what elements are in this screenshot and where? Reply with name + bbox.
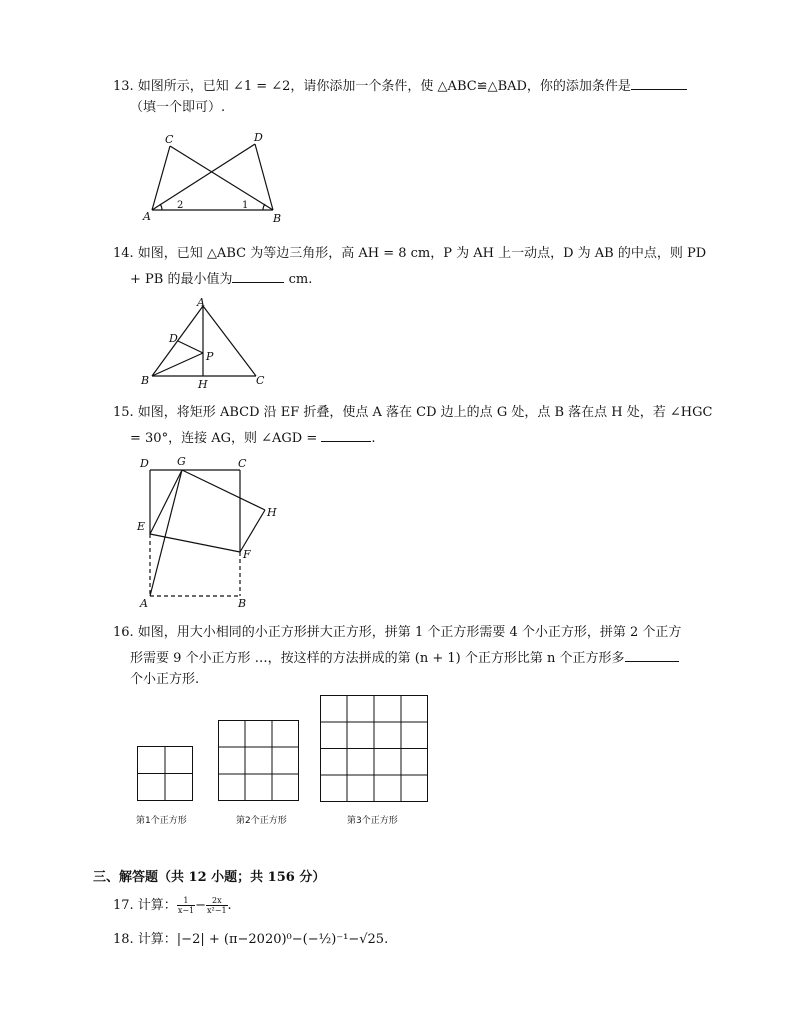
q13-answer-blank[interactable] <box>631 77 687 90</box>
q13-line1 <box>113 77 687 95</box>
q17-prefix: 17. 计算： <box>113 898 177 913</box>
q14-text: + PB 的最小值为 <box>130 272 233 287</box>
q16-text: 形需要 9 个小正方形 …，按这样的方法拼成的第 (n + 1) 个正方形比第 n 个正方形多 <box>130 651 625 666</box>
q14-label-d: D <box>169 332 178 345</box>
q14-label-p: P <box>206 350 214 363</box>
q16-caption-1: 第1个正方形 <box>136 816 187 826</box>
q16-answer-blank[interactable] <box>625 649 679 662</box>
q15-label-b: B <box>238 597 247 610</box>
q15-label-e: E <box>137 520 146 533</box>
q15-label-h: H <box>267 506 277 519</box>
q13-label-angle1: 1 <box>242 200 249 211</box>
q15-segment-hf <box>240 510 265 552</box>
q15-segment-gh <box>182 470 265 510</box>
q15-label-a: A <box>140 597 148 610</box>
q14-segment-dp <box>178 341 203 353</box>
q14-answer-blank[interactable] <box>232 270 284 283</box>
q13-angle1-arc <box>263 204 265 210</box>
q16-grid-2 <box>218 720 300 802</box>
q14-segment-ac <box>203 306 256 376</box>
q16-grid-3 <box>320 695 429 802</box>
q14-line2 <box>130 270 312 288</box>
q13-text: 13. 如图所示，已知 ∠1 = ∠2，请你添加一个条件，使 △ABC≌△BAD，你的添加条件是 <box>113 79 631 94</box>
q14-label-c: C <box>256 374 265 387</box>
q13-line2: （填一个即可）. <box>130 100 226 115</box>
q16-caption-2: 第2个正方形 <box>236 816 287 826</box>
q13-label-c: C <box>165 133 174 146</box>
q15-line2 <box>130 429 376 447</box>
q15-text: = 30°，连接 AG，则 ∠AGD = <box>130 431 318 446</box>
q15-segment-ge <box>150 470 182 534</box>
q15-end: . <box>371 431 376 446</box>
q17-line <box>113 896 232 916</box>
q13-label-d: D <box>254 131 263 144</box>
q14-figure <box>138 296 273 391</box>
q17-fraction-1: $\frac{1}{x-1}$ <box>177 896 195 915</box>
q16-caption-3: 第3个正方形 <box>347 816 398 826</box>
q13-label-b: B <box>273 212 282 225</box>
q13-label-a: A <box>143 210 151 223</box>
q17-fraction-2: $\frac{2x}{\text{x²−1}}$ <box>207 896 227 915</box>
q16-line3: 个小正方形. <box>130 672 200 687</box>
q15-label-f: F <box>243 548 251 561</box>
q14-label-a: A <box>197 296 205 309</box>
q14-label-h: H <box>198 378 208 391</box>
q16-grid-1 <box>137 746 194 802</box>
q15-label-d: D <box>140 457 149 470</box>
q14-line1: 14. 如图，已知 △ABC 为等边三角形，高 AH = 8 cm，P 为 AH 上一动点，D 为 AB 的中点，则 PD <box>113 246 707 261</box>
q15-answer-blank[interactable] <box>321 429 371 442</box>
q16-line1: 16. 如图，用大小相同的小正方形拼大正方形，拼第 1 个正方形需要 4 个小正方形，拼第 2 个正方 <box>113 625 682 640</box>
q15-segment-ag <box>150 470 182 596</box>
q17-end: . <box>227 898 232 913</box>
q15-label-c: C <box>238 457 247 470</box>
q13-label-angle2: 2 <box>177 200 184 211</box>
q15-label-g: G <box>177 455 186 468</box>
q17-minus: − <box>195 898 207 913</box>
q13-figure <box>140 128 285 228</box>
q15-figure <box>135 452 285 612</box>
q13-angle2-arc <box>160 204 162 210</box>
q15-line1: 15. 如图，将矩形 ABCD 沿 EF 折叠，使点 A 落在 CD 边上的点 G 处，点 B 落在点 H 处，若 ∠HGC <box>113 405 713 420</box>
q18-line: 18. 计算：|−2| + (π−2020)⁰−(−½)⁻¹−√25. <box>113 932 389 947</box>
section-3-title: 三、解答题（共 12 小题；共 156 分） <box>93 870 326 885</box>
q14-label-b: B <box>141 374 150 387</box>
q16-line2 <box>130 649 679 667</box>
q14-unit: cm. <box>288 272 313 287</box>
